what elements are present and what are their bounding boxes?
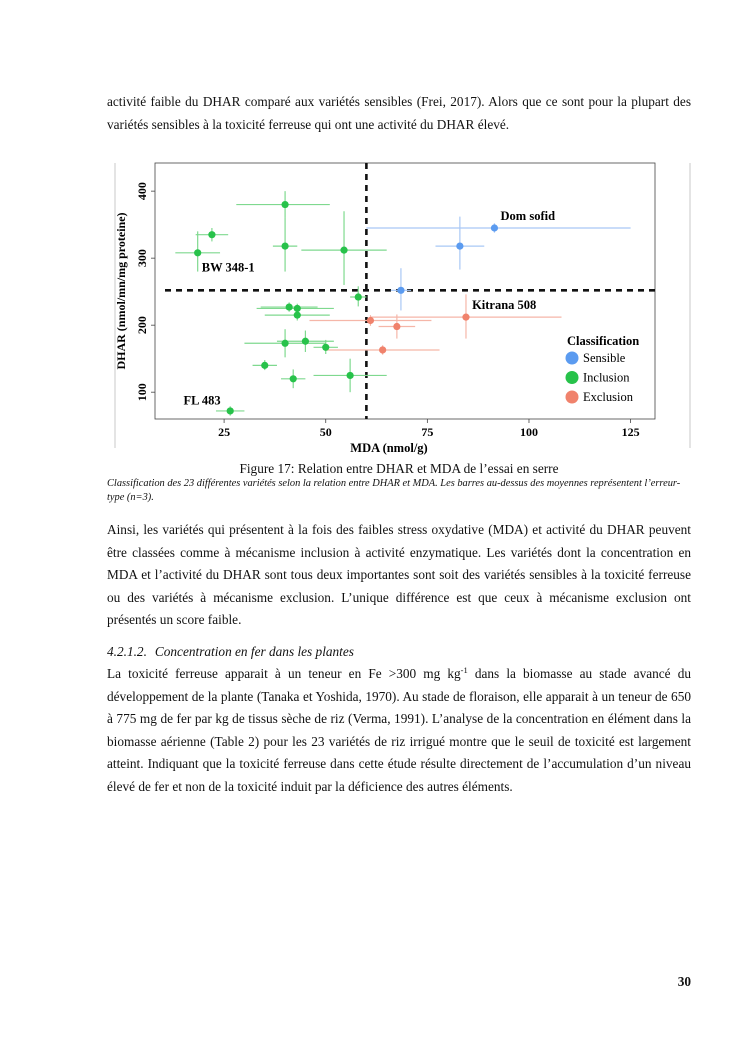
data-point-exclusion-22	[379, 346, 386, 353]
y-tick-label-300: 300	[135, 249, 149, 268]
plot-panel	[155, 163, 655, 419]
section-title: Concentration en fer dans les plantes	[154, 644, 354, 659]
data-point-sensible-0	[491, 224, 498, 231]
section-heading	[107, 643, 354, 661]
data-point-exclusion-21	[393, 323, 400, 330]
legend-title: Classification	[567, 334, 640, 348]
data-point-exclusion-19	[462, 314, 469, 321]
paragraph-iron-concentration	[107, 663, 691, 799]
paragraph-classification: Ainsi, les variétés qui présentent à la fois des faibles stress oxydative (MDA) et activité du DHAR peuvent être classées comme à mécanisme inclusion à activité enzymatique. Les variétés dont la concentration en MDA et l’activité du DHAR sont tous deux importantes sont soit des variétés sensibles à la toxicité ferreuse ou des variétés à mécanisme exclusion. L’unique différence est que ceux à mécanisme exclusion ont présentés un score faible.	[107, 522, 691, 628]
data-point-exclusion-20	[367, 317, 374, 324]
data-point-inclusion-7	[340, 247, 347, 254]
y-tick-label-400: 400	[135, 182, 149, 201]
legend-swatch-exclusion	[566, 391, 579, 404]
data-point-inclusion-18	[227, 407, 234, 414]
data-point-inclusion-9	[286, 303, 293, 310]
y-axis-title: DHAR (nmol/mn/mg proteine)	[114, 212, 128, 370]
x-tick-label-50: 50	[319, 425, 332, 439]
data-point-inclusion-16	[290, 375, 297, 382]
data-point-inclusion-13	[302, 338, 309, 345]
paragraph-intro: activité faible du DHAR comparé aux variétés sensibles (Frei, 2017). Alors que ce sont pour la plupart des variétés sensibles à la toxicité ferreuse qui ont une activité du DHAR élevé.	[107, 94, 691, 132]
p3-text-end: dans la biomasse au stade avancé du développement de la plante (Tanaka et Yoshida, 1970). Au stade de floraison, elle apparait à un teneur de 650 à 775 mg de fer par kg de tissus sèche de riz (Verma, 1991). L’analyse de la concentration en élément dans la biomasse aérienne (Table 2) pour les 23 variétés de riz irrigué montre que le seuil de toxicité est largement atteint. Indiquant que la toxicité ferreuse dans cette étude résulte directement de l’accumulation d’un niveau élevé de fer et non de la toxicité induit par la déficience des autres éléments.	[107, 666, 691, 794]
legend-swatch-inclusion	[566, 371, 579, 384]
figure-caption: Figure 17: Relation entre DHAR et MDA de l’essai en serre	[239, 461, 559, 476]
data-point-inclusion-11	[294, 312, 301, 319]
data-point-inclusion-17	[347, 372, 354, 379]
data-point-inclusion-14	[322, 344, 329, 351]
annotation-kitrana-508: Kitrana 508	[472, 298, 537, 313]
p3-superscript: -1	[460, 665, 468, 675]
legend-label-sensible: Sensible	[583, 351, 626, 365]
data-point-inclusion-8	[355, 293, 362, 300]
x-tick-label-25: 25	[218, 425, 231, 439]
annotation-fl-483: FL 483	[183, 393, 221, 408]
legend-label-exclusion: Exclusion	[583, 390, 633, 404]
data-point-inclusion-3	[281, 201, 288, 208]
data-point-sensible-1	[456, 242, 463, 249]
legend-label-inclusion: Inclusion	[583, 370, 630, 385]
data-point-inclusion-5	[194, 249, 201, 256]
y-tick-label-200: 200	[135, 316, 149, 335]
x-axis-title: MDA (nmol/g)	[350, 441, 428, 455]
section-number: 4.2.1.2.	[107, 644, 147, 659]
data-point-inclusion-10	[294, 305, 301, 312]
p3-text-start: La toxicité ferreuse apparait à un teneur en Fe >300 mg kg	[107, 666, 461, 681]
data-point-inclusion-15	[261, 362, 268, 369]
figure-note: Classification des 23 différentes variétés selon la relation entre DHAR et MDA. Les barres au-dessus des moyennes représentent l’erreur-type (n=3).	[107, 478, 681, 503]
dhar-mda-scatter-chart	[107, 150, 707, 462]
x-tick-label-125: 125	[621, 425, 640, 439]
data-point-inclusion-12	[281, 340, 288, 347]
data-point-sensible-2	[397, 287, 404, 294]
y-tick-label-100: 100	[135, 383, 149, 402]
annotation-bw-348-1: BW 348-1	[201, 260, 255, 275]
data-point-inclusion-6	[281, 242, 288, 249]
legend-swatch-sensible	[566, 352, 579, 365]
x-tick-label-100: 100	[519, 425, 538, 439]
page-number: 30	[677, 974, 691, 989]
data-point-inclusion-4	[208, 231, 215, 238]
annotation-dom-sofid: Dom sofid	[500, 208, 556, 223]
x-tick-label-75: 75	[421, 425, 434, 439]
